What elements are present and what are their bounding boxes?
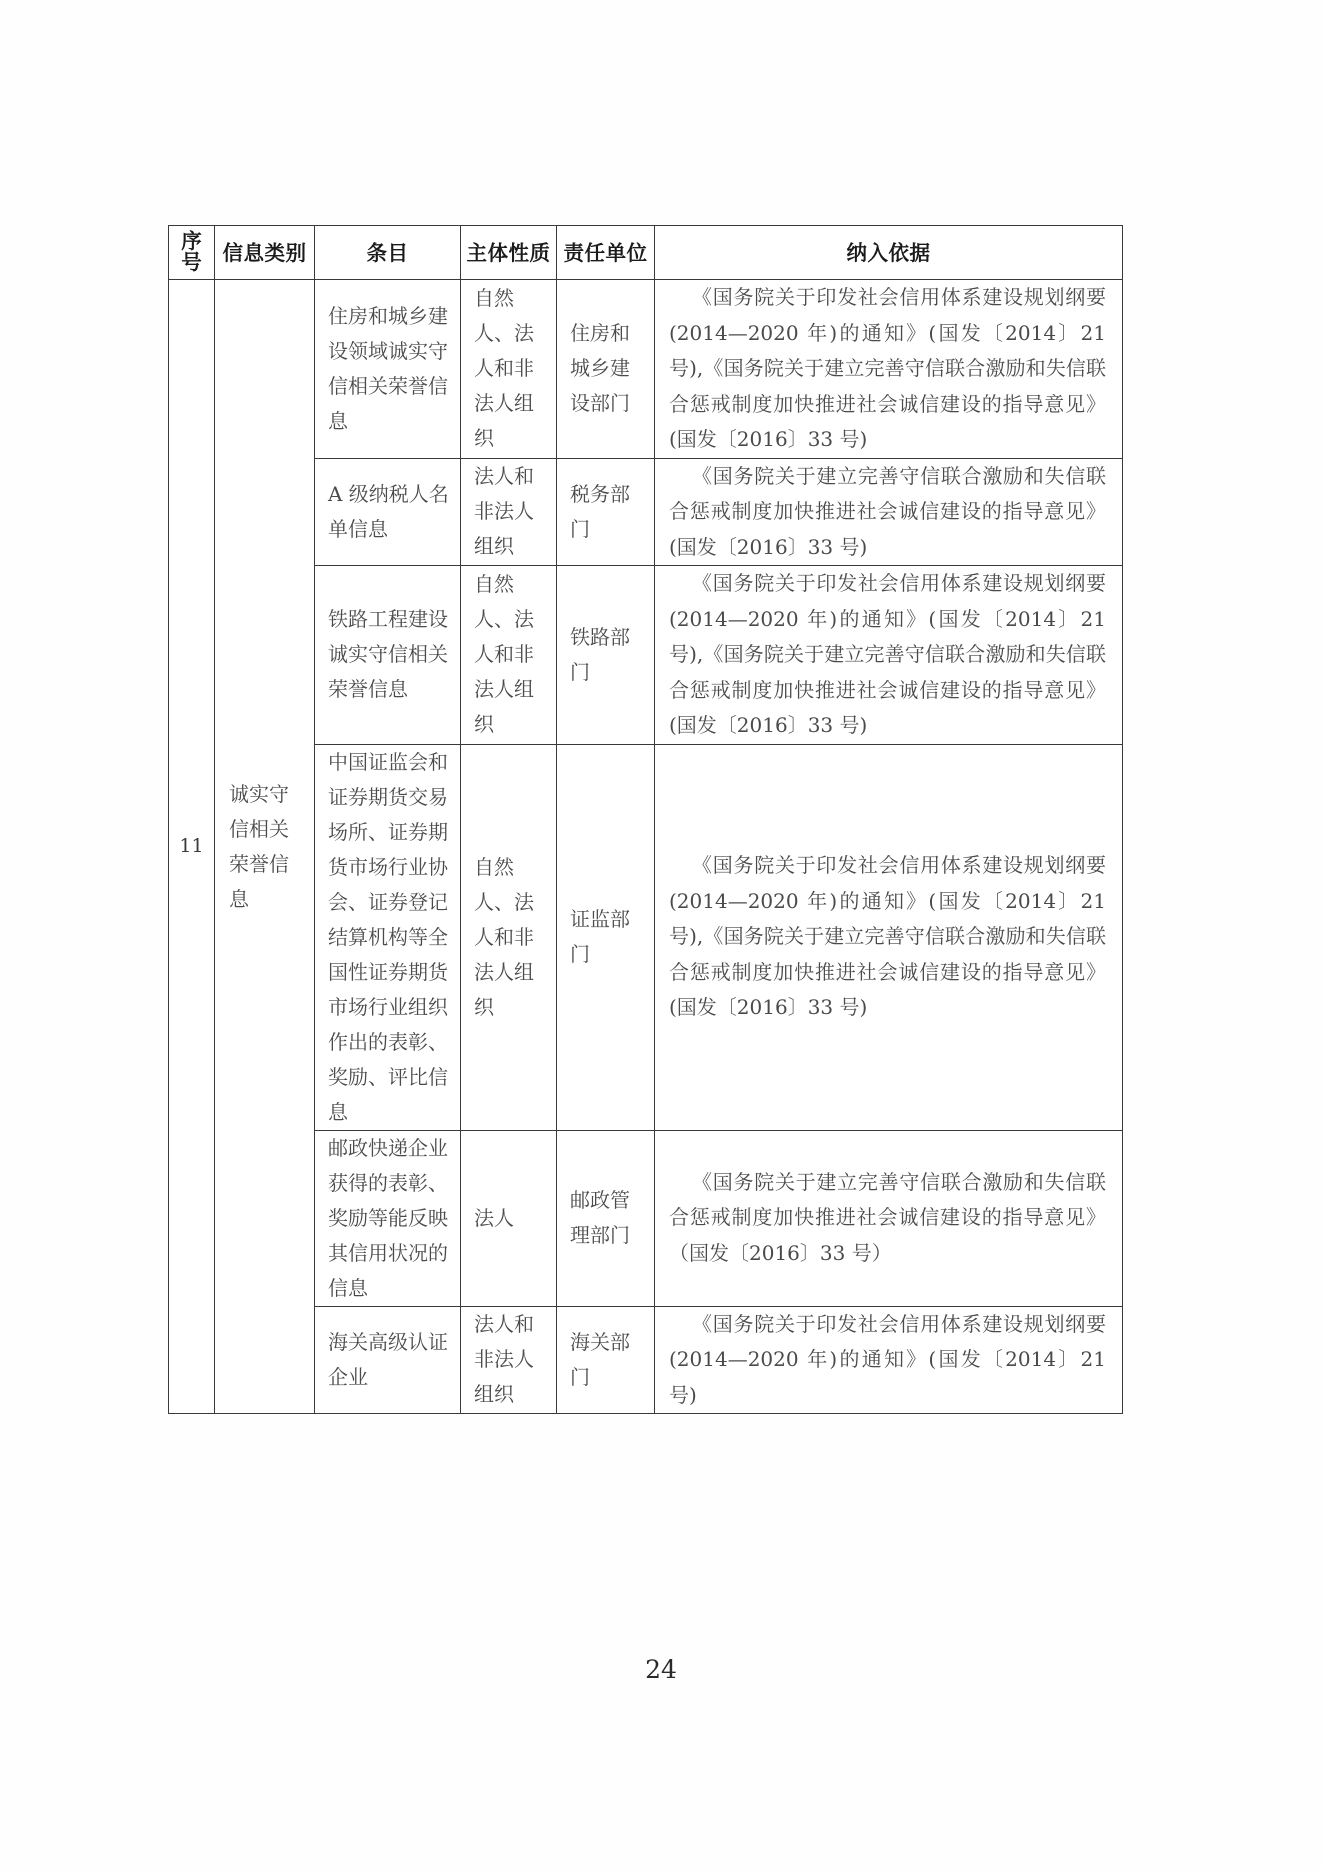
subject-nature-cell: 法人 <box>461 1130 557 1306</box>
responsible-unit-cell: 海关部门 <box>557 1306 655 1414</box>
credit-information-table-wrapper <box>168 225 1122 1414</box>
table-row <box>169 280 1123 459</box>
inclusion-basis-cell: 《国务院关于建立完善守信联合激励和失信联合惩戒制度加快推进社会诚信建设的指导意见》(国发〔2016〕33 号) <box>655 458 1123 566</box>
inclusion-basis-cell: 《国务院关于印发社会信用体系建设规划纲要(2014—2020 年)的通知》(国发〔2014〕21 号) <box>655 1306 1123 1414</box>
table-header <box>169 226 1123 280</box>
page-number: 24 <box>645 1655 677 1684</box>
subject-nature-cell: 法人和非法人组织 <box>461 458 557 566</box>
responsible-unit-cell: 住房和城乡建设部门 <box>557 280 655 459</box>
inclusion-basis-cell: 《国务院关于印发社会信用体系建设规划纲要(2014—2020 年)的通知》(国发〔2014〕21 号),《国务院关于建立完善守信联合激励和失信联合惩戒制度加快推进社会诚信建设的指导意见》(国发〔2016〕33 号) <box>655 280 1123 459</box>
column-header-responsible-unit: 责任单位 <box>557 226 655 280</box>
subject-nature-cell: 自然人、法人和非法人组织 <box>461 566 557 745</box>
inclusion-basis-cell: 《国务院关于建立完善守信联合激励和失信联合惩戒制度加快推进社会诚信建设的指导意见》（国发〔2016〕33 号） <box>655 1130 1123 1306</box>
item-cell: A 级纳税人名单信息 <box>315 458 461 566</box>
group-category-cell: 诚实守信相关荣誉信息 <box>215 280 315 1414</box>
responsible-unit-cell: 证监部门 <box>557 744 655 1130</box>
item-cell: 中国证监会和证券期货交易场所、证券期货市场行业协会、证券登记结算机构等全国性证券期货市场行业组织作出的表彰、奖励、评比信息 <box>315 744 461 1130</box>
item-cell: 邮政快递企业获得的表彰、奖励等能反映其信用状况的信息 <box>315 1130 461 1306</box>
inclusion-basis-cell: 《国务院关于印发社会信用体系建设规划纲要(2014—2020 年)的通知》(国发〔2014〕21 号),《国务院关于建立完善守信联合激励和失信联合惩戒制度加快推进社会诚信建设的指导意见》(国发〔2016〕33 号) <box>655 744 1123 1130</box>
item-cell: 住房和城乡建设领域诚实守信相关荣誉信息 <box>315 280 461 459</box>
responsible-unit-cell: 税务部门 <box>557 458 655 566</box>
column-header-subject-nature: 主体性质 <box>461 226 557 280</box>
table-header-row <box>169 226 1123 280</box>
inclusion-basis-cell: 《国务院关于印发社会信用体系建设规划纲要(2014—2020 年)的通知》(国发〔2014〕21 号),《国务院关于建立完善守信联合激励和失信联合惩戒制度加快推进社会诚信建设的指导意见》(国发〔2016〕33 号) <box>655 566 1123 745</box>
table-body <box>169 280 1123 1414</box>
subject-nature-cell: 自然人、法人和非法人组织 <box>461 280 557 459</box>
item-cell: 铁路工程建设诚实守信相关荣誉信息 <box>315 566 461 745</box>
group-index-cell: 11 <box>169 280 215 1414</box>
item-cell: 海关高级认证企业 <box>315 1306 461 1414</box>
credit-information-table <box>168 225 1123 1414</box>
responsible-unit-cell: 邮政管理部门 <box>557 1130 655 1306</box>
subject-nature-cell: 法人和非法人组织 <box>461 1306 557 1414</box>
responsible-unit-cell: 铁路部门 <box>557 566 655 745</box>
column-header-category: 信息类别 <box>215 226 315 280</box>
column-header-index: 序 号 <box>169 226 215 280</box>
column-header-inclusion-basis: 纳入依据 <box>655 226 1123 280</box>
subject-nature-cell: 自然人、法人和非法人组织 <box>461 744 557 1130</box>
column-header-item: 条目 <box>315 226 461 280</box>
